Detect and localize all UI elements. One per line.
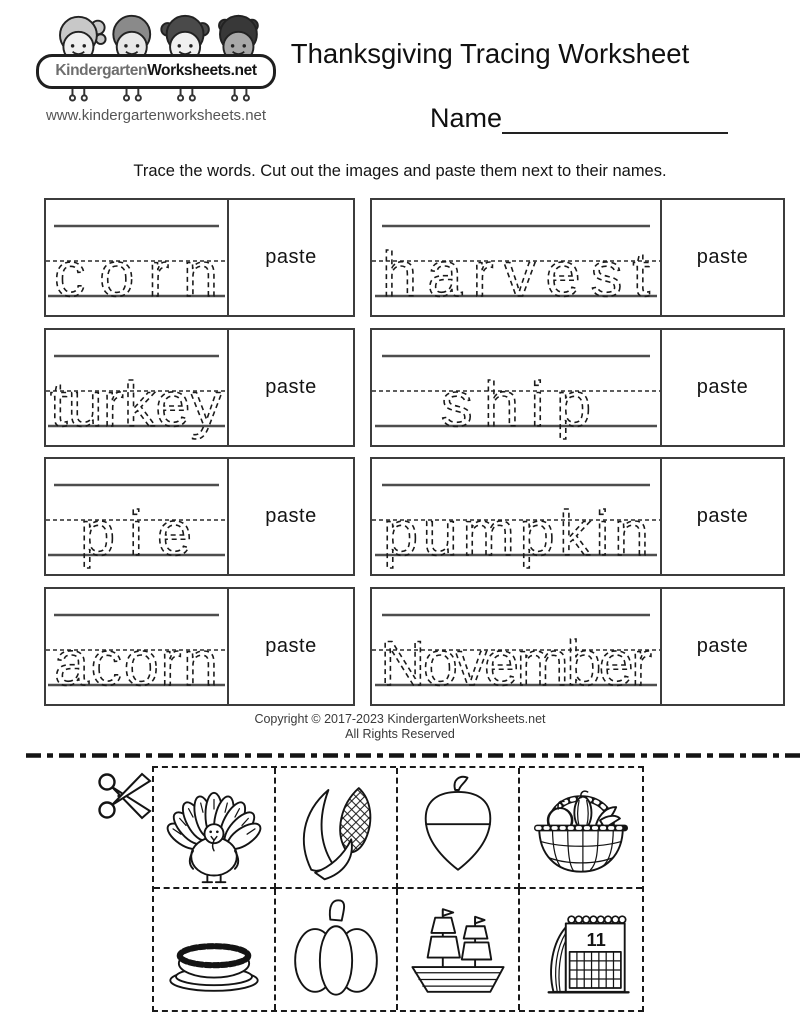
cutout-cell-pie <box>154 889 276 1010</box>
trace-word-corn: corn <box>54 240 218 310</box>
paste-label: paste <box>696 246 749 268</box>
cut-line <box>0 751 800 760</box>
cutout-cell-calendar <box>520 889 642 1010</box>
cutout-cell-harvest-basket <box>520 768 642 889</box>
trace-area <box>372 459 660 574</box>
paste-label: paste <box>265 376 317 398</box>
trace-block-acorn <box>44 587 355 706</box>
paste-label: paste <box>696 635 749 657</box>
cutout-cell-pumpkin <box>276 889 398 1010</box>
paste-label: paste <box>265 246 317 268</box>
trace-word-pumpkin: pumpkin <box>383 499 649 569</box>
cutout-cell-turkey <box>154 768 276 889</box>
trace-block-pumpkin <box>370 457 785 576</box>
trace-block-turkey <box>44 328 355 447</box>
trace-block-corn <box>44 198 355 317</box>
site-logo <box>36 10 276 124</box>
trace-area <box>372 589 660 704</box>
page-title: Thanksgiving Tracing Worksheet <box>290 38 690 69</box>
paste-label: paste <box>696 505 749 527</box>
instruction-text: Trace the words. Cut out the images and paste them next to their names. <box>133 162 667 180</box>
corn-image <box>279 771 393 885</box>
trace-area <box>46 459 227 574</box>
paste-box <box>227 589 353 704</box>
trace-area <box>372 200 660 315</box>
acorn-image <box>401 771 515 885</box>
trace-block-pie <box>44 457 355 576</box>
trace-word-ship: ship <box>441 370 591 440</box>
trace-word-pie: pie <box>80 499 192 569</box>
copyright-line: Copyright © 2017-2023 KindergartenWorksheets.net <box>254 712 546 726</box>
trace-word-acorn: acorn <box>54 629 218 699</box>
turkey-image <box>157 771 271 885</box>
paste-box <box>227 330 353 445</box>
site-url: www.kindergartenworksheets.net <box>45 107 267 124</box>
pumpkin-image <box>279 893 393 1007</box>
kids-legs-icon <box>43 88 269 102</box>
scissors-icon <box>96 766 154 826</box>
cutout-cell-corn <box>276 768 398 889</box>
name-blank-line <box>502 106 728 134</box>
trace-area <box>46 589 227 704</box>
paste-box <box>660 200 783 315</box>
brand-box <box>36 54 276 89</box>
brand-text-black: Worksheets.net <box>147 62 257 79</box>
copyright-block <box>0 712 800 742</box>
cutout-cell-ship <box>398 889 520 1010</box>
harvest-basket-image <box>524 771 638 885</box>
calendar-image <box>524 893 638 1007</box>
cutout-cell-acorn <box>398 768 520 889</box>
trace-block-november <box>370 587 785 706</box>
paste-label: paste <box>265 505 317 527</box>
name-label: Name <box>430 103 503 133</box>
trace-word-november: November <box>380 629 652 699</box>
trace-block-harvest <box>370 198 785 317</box>
rights-line: All Rights Reserved <box>345 727 455 741</box>
trace-block-ship <box>370 328 785 447</box>
cutout-grid <box>152 766 644 1012</box>
paste-label: paste <box>696 376 749 398</box>
paste-box <box>660 330 783 445</box>
trace-word-harvest: harvest <box>382 240 650 310</box>
paste-box <box>227 200 353 315</box>
ship-image <box>401 893 515 1007</box>
trace-area <box>46 330 227 445</box>
paste-box <box>227 459 353 574</box>
paste-box <box>660 459 783 574</box>
trace-area <box>372 330 660 445</box>
trace-area <box>46 200 227 315</box>
pie-image <box>157 893 271 1007</box>
paste-label: paste <box>265 635 317 657</box>
name-row <box>430 103 728 134</box>
trace-word-turkey: turkey <box>50 370 222 440</box>
brand-text-gray: Kindergarten <box>55 62 148 79</box>
calendar-number: 11 <box>586 929 606 950</box>
paste-box <box>660 589 783 704</box>
